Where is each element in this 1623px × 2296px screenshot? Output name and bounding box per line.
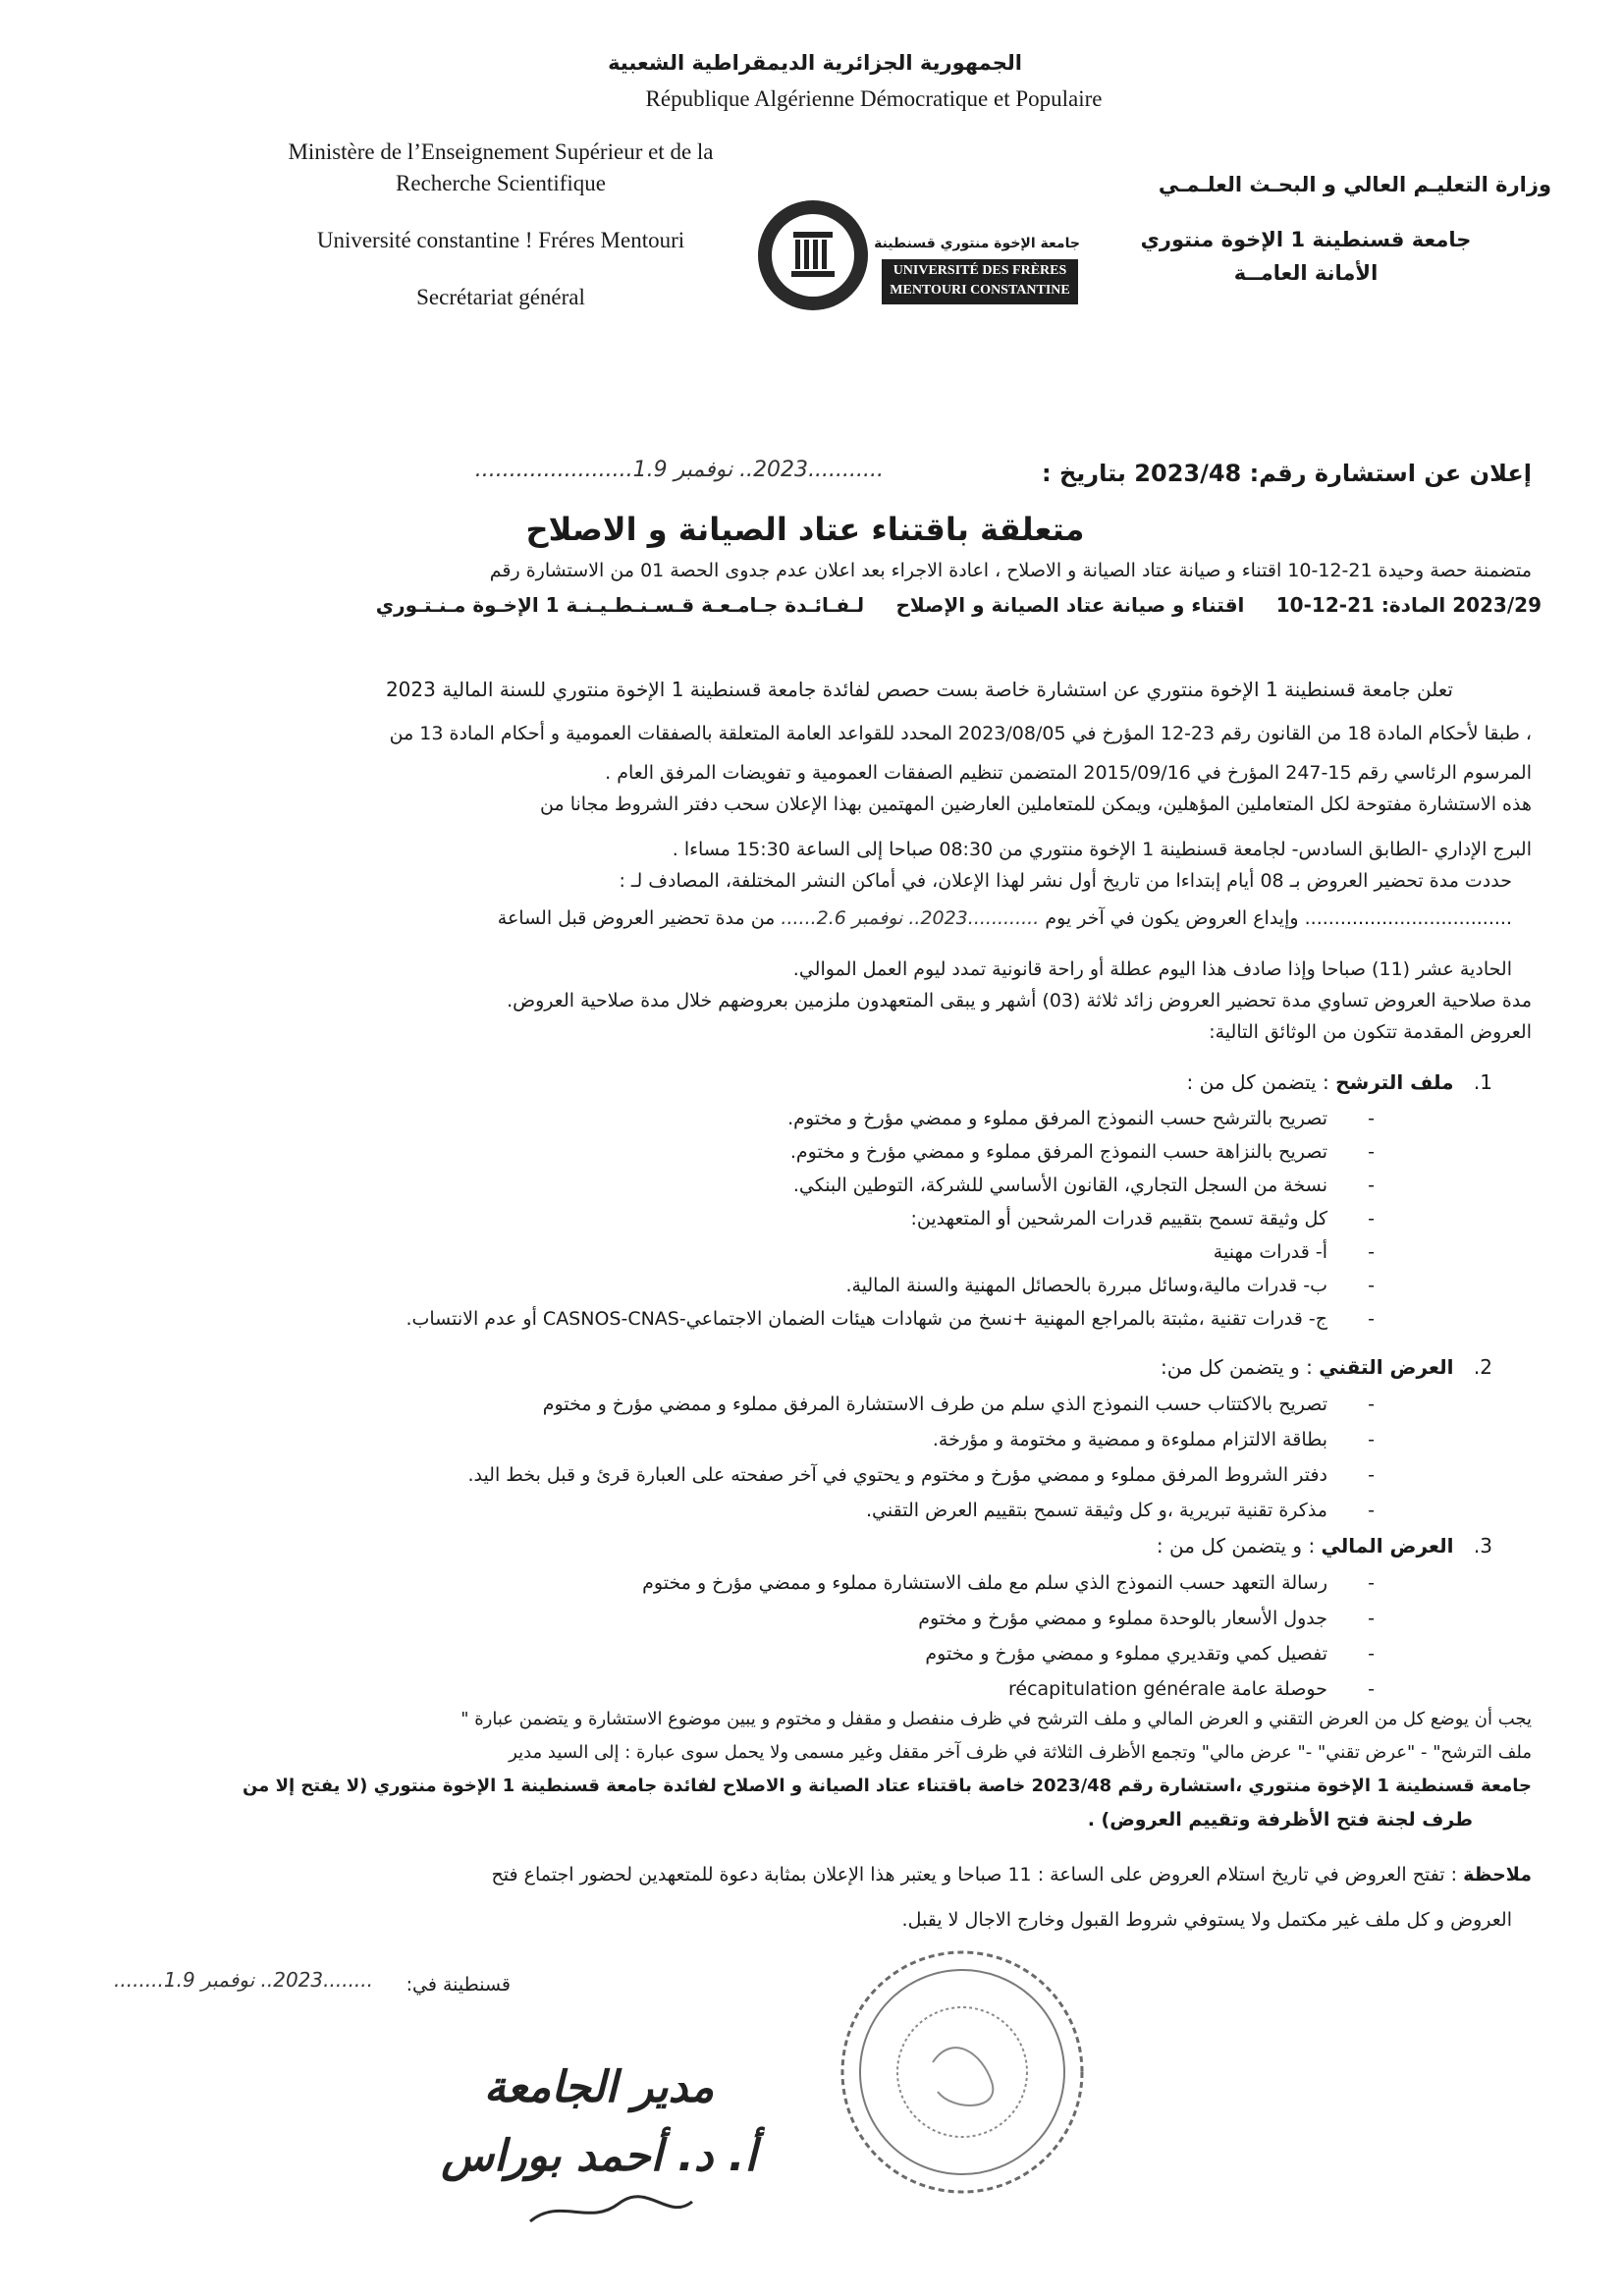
section-3-number: 3.: [1473, 1534, 1492, 1558]
logo-text-fr-1: UNIVERSITÉ DES FRÈRES: [893, 263, 1067, 278]
ministry-fr-line2: Recherche Scientifique: [396, 171, 606, 195]
list-item: - رسالة التعهد حسب النموذج الذي سلم مع ملف الاستشارة مملوء و ممضي مؤرخ و مختوم: [98, 1565, 1375, 1601]
body-p10: العروض المقدمة تتكون من الوثائق التالية:: [1209, 1021, 1532, 1043]
ministry-fr-line1: Ministère de l’Enseignement Supérieur et de la: [288, 139, 714, 164]
note-line-1: [88, 1864, 1532, 1886]
official-stamp: [835, 1944, 1090, 2200]
list-item: - حوصلة عامة récapitulation générale: [98, 1671, 1375, 1707]
list-item: - تصريح بالاكتتاب حسب النموذج الذي سلم من طرف الاستشارة المرفق مملوء و ممضي مؤرخ و مختوم: [98, 1387, 1375, 1422]
closing-line-3: جامعة قسنطينة 1 الإخوة منتوري ،استشارة رقم 2023/48 خاصة باقتناء عتاد الصيانة و الاصلاح لفائدة جامعة قسنطينة 1 الإخوة منتوري (لا يفتح إلا من: [242, 1776, 1532, 1796]
list-item: - ج- قدرات تقنية ،مثبتة بالمراجع المهنية +نسخ من شهادات هيئات الضمان الاجتماعي-CASNOS-CNAS أو عدم الانتساب.: [98, 1302, 1375, 1336]
list-item: - مذكرة تقنية تبريرية ،و كل وثيقة تسمح بتقييم العرض التقني.: [98, 1493, 1375, 1528]
body-p2: ، طبقا لأحكام المادة 18 من القانون رقم 23-12 المؤرخ في 2023/08/05 المحدد للقواعد العامة المتعلقة بالصفقات العمومية و أحكام المادة 13 من: [389, 723, 1532, 744]
announcement-number: إعلان عن استشارة رقم: 2023/48 بتاريخ :: [1042, 460, 1532, 487]
body-p8: الحادية عشر (11) صباحا وإذا صادف هذا اليوم عطلة أو راحة قانونية تمدد ليوم العمل الموالي.: [792, 958, 1512, 980]
closing-line-1: يجب أن يوضع كل من العرض التقني و العرض المالي و ملف الترشح في ظرف منفصل و مقفل و مختوم و يبين موضوع الاستشارة و يتضمن عبارة ": [460, 1709, 1532, 1729]
place-date-label: قسنطينة في:: [406, 1974, 511, 1995]
list-item: - تصريح بالنزاهة حسب النموذج المرفق مملوء و ممضي مؤرخ و مختوم.: [98, 1135, 1375, 1169]
body-p7: [98, 907, 1512, 929]
list-item: - ب- قدرات مالية،وسائل مبررة بالحصائل المهنية والسنة المالية.: [98, 1269, 1375, 1302]
secretariat-fr: Secrétariat général: [416, 285, 585, 309]
note-label: ملاحظة: [1463, 1864, 1532, 1886]
lot-designation: اقتناء و صيانة عتاد الصيانة و الإصلاح: [895, 593, 1245, 617]
section-2-rest: : و يتضمن كل من:: [1160, 1355, 1313, 1379]
list-item: - تفصيل كمي وتقديري مملوء و ممضي مؤرخ و مختوم: [98, 1636, 1375, 1671]
section-2-list: [98, 1387, 1375, 1528]
signature-scribble: [511, 2192, 707, 2231]
section-3-list: [98, 1565, 1375, 1707]
lot-reference: 2023/29 المادة: 21-12-10: [1275, 593, 1542, 617]
section-2-title: العرض التقني: [1319, 1355, 1454, 1379]
stamp-icon: [835, 1944, 1090, 2200]
announcement-date: ...........2023.. نوفمبر 1.9.......................: [474, 458, 884, 482]
note-line-2: العروض و كل ملف غير مكتمل ولا يستوفي شروط القبول وخارج الاجال لا يقبل.: [901, 1909, 1512, 1931]
list-item: - دفتر الشروط المرفق مملوء و ممضي مؤرخ و مختوم و يحتوي في آخر صفحته على العبارة قرئ و قبل بخط اليد.: [98, 1457, 1375, 1493]
list-item: - أ- قدرات مهنية: [98, 1235, 1375, 1269]
republic-ar: الجمهورية الجزائرية الديمقراطية الشعبية: [608, 51, 1022, 75]
note-text: : تفتح العروض في تاريخ استلام العروض على الساعة : 11 صباحا و يعتبر هذا الإعلان بمثابة دعوة للمتعهدين لحضور اجتماع فتح: [491, 1864, 1458, 1886]
section-3-rest: : و يتضمن كل من :: [1156, 1534, 1316, 1558]
list-item: - جدول الأسعار بالوحدة مملوء و ممضي مؤرخ و مختوم: [98, 1601, 1375, 1636]
section-1-heading: [884, 1070, 1492, 1094]
body-p5: البرج الإداري -الطابق السادس- لجامعة قسنطينة 1 الإخوة منتوري من 08:30 صباحا إلى الساعة 15:30 مساءا .: [672, 839, 1532, 860]
list-item: - نسخة من السجل التجاري، القانون الأساسي للشركة، التوطين البنكي.: [98, 1169, 1375, 1202]
republic-fr: République Algérienne Démocratique et Populaire: [645, 86, 1103, 111]
list-item: - بطاقة الالتزام مملوءة و ممضية و مختومة و مؤرخة.: [98, 1422, 1375, 1457]
intro-line-2: [108, 593, 1542, 617]
signature-icon: [511, 2192, 707, 2231]
signer-title: مدير الجامعة: [483, 2062, 715, 2112]
section-1-number: 1.: [1473, 1070, 1492, 1094]
deposit-text: وإيداع العروض يكون في آخر يوم: [1045, 907, 1299, 929]
university-logo: [756, 196, 1080, 314]
deposit-date: ............2023.. نوفمبر 2.6......: [781, 907, 1040, 929]
section-1-title: ملف الترشح: [1335, 1070, 1454, 1094]
section-2-number: 2.: [1473, 1355, 1492, 1379]
place-date-value: ........2023.. نوفمبر 1.9........: [114, 1968, 373, 1992]
body-p1: تعلن جامعة قسنطينة 1 الإخوة منتوري عن استشارة خاصة بست حصص لفائدة جامعة قسنطينة 1 الإخوة منتوري للسنة المالية 2023: [385, 678, 1453, 701]
signer-name: أ. د. أحمد بوراس: [441, 2131, 757, 2181]
university-ar: جامعة قسنطينة 1 الإخوة منتوري: [1140, 228, 1472, 251]
deposit-before-hour: من مدة تحضير العروض قبل الساعة: [497, 907, 776, 929]
body-p6: حددت مدة تحضير العروض بـ 08 أيام إبتداءا من تاريخ أول نشر لهذا الإعلان، في أماكن النشر المختلفة، المصادف لـ :: [619, 870, 1512, 892]
announcement-subject: متعلقة باقتناء عتاد الصيانة و الاصلاح: [525, 511, 1085, 548]
ministry-ar: وزارة التعليـم العالي و البحـث العلـمـي: [1158, 173, 1551, 196]
section-3-title: العرض المالي: [1321, 1534, 1454, 1558]
intro-line-1: متضمنة حصة وحيدة 21-12-10 اقتناء و صيانة عتاد الصيانة و الاصلاح ، اعادة الاجراء بعد اعلان عدم جدوى الحصة 01 من الاستشارة رقم: [489, 560, 1532, 581]
secretariat-ar: الأمانة العامــة: [1233, 261, 1379, 285]
logo-text-fr-2: MENTOURI CONSTANTINE: [890, 283, 1070, 298]
section-3-heading: [884, 1534, 1492, 1558]
section-2-heading: [884, 1355, 1492, 1379]
beneficiary: لـفـائـدة جـامـعـة قـسـنـطـيـنـة 1 الإخـوة مـنـتـوري: [375, 593, 865, 617]
body-p4: هذه الاستشارة مفتوحة لكل المتعاملين المؤهلين، ويمكن للمتعاملين العارضين المهتمين بهذا الإعلان سحب دفتر الشروط مجانا من: [540, 793, 1532, 815]
section-1-list: [98, 1102, 1375, 1336]
section-1-rest: : يتضمن كل من :: [1186, 1070, 1329, 1094]
list-item: - كل وثيقة تسمح بتقييم قدرات المرشحين أو المتعهدين:: [98, 1202, 1375, 1235]
body-p9: مدة صلاحية العروض تساوي مدة تحضير العروض زائد ثلاثة (03) أشهر و يبقى المتعهدون ملزمين بعروضهم خلال مدة صلاحية العروض.: [507, 990, 1532, 1011]
logo-text-ar: جامعة الإخوة منتوري قسنطينة: [874, 236, 1080, 251]
list-item: - تصريح بالترشح حسب النموذج المرفق مملوء و ممضي مؤرخ و مختوم.: [98, 1102, 1375, 1135]
university-fr: Université constantine ! Fréres Mentouri: [316, 228, 685, 252]
deposit-last-day: ...................................: [1304, 907, 1512, 929]
closing-line-4: طرف لجنة فتح الأظرفة وتقييم العروض) .: [1087, 1809, 1473, 1831]
closing-line-2: ملف الترشح" - "عرض تقني" -" عرض مالي" وتجمع الأظرف الثلاثة في ظرف آخر مقفل وغير مسمى ولا يحمل سوى عبارة : إلى السيد مدير: [509, 1742, 1532, 1763]
body-p3: المرسوم الرئاسي رقم 15-247 المؤرخ في 2015/09/16 المتضمن تنظيم الصفقات العمومية و تفويضات المرفق العام .: [605, 762, 1532, 784]
